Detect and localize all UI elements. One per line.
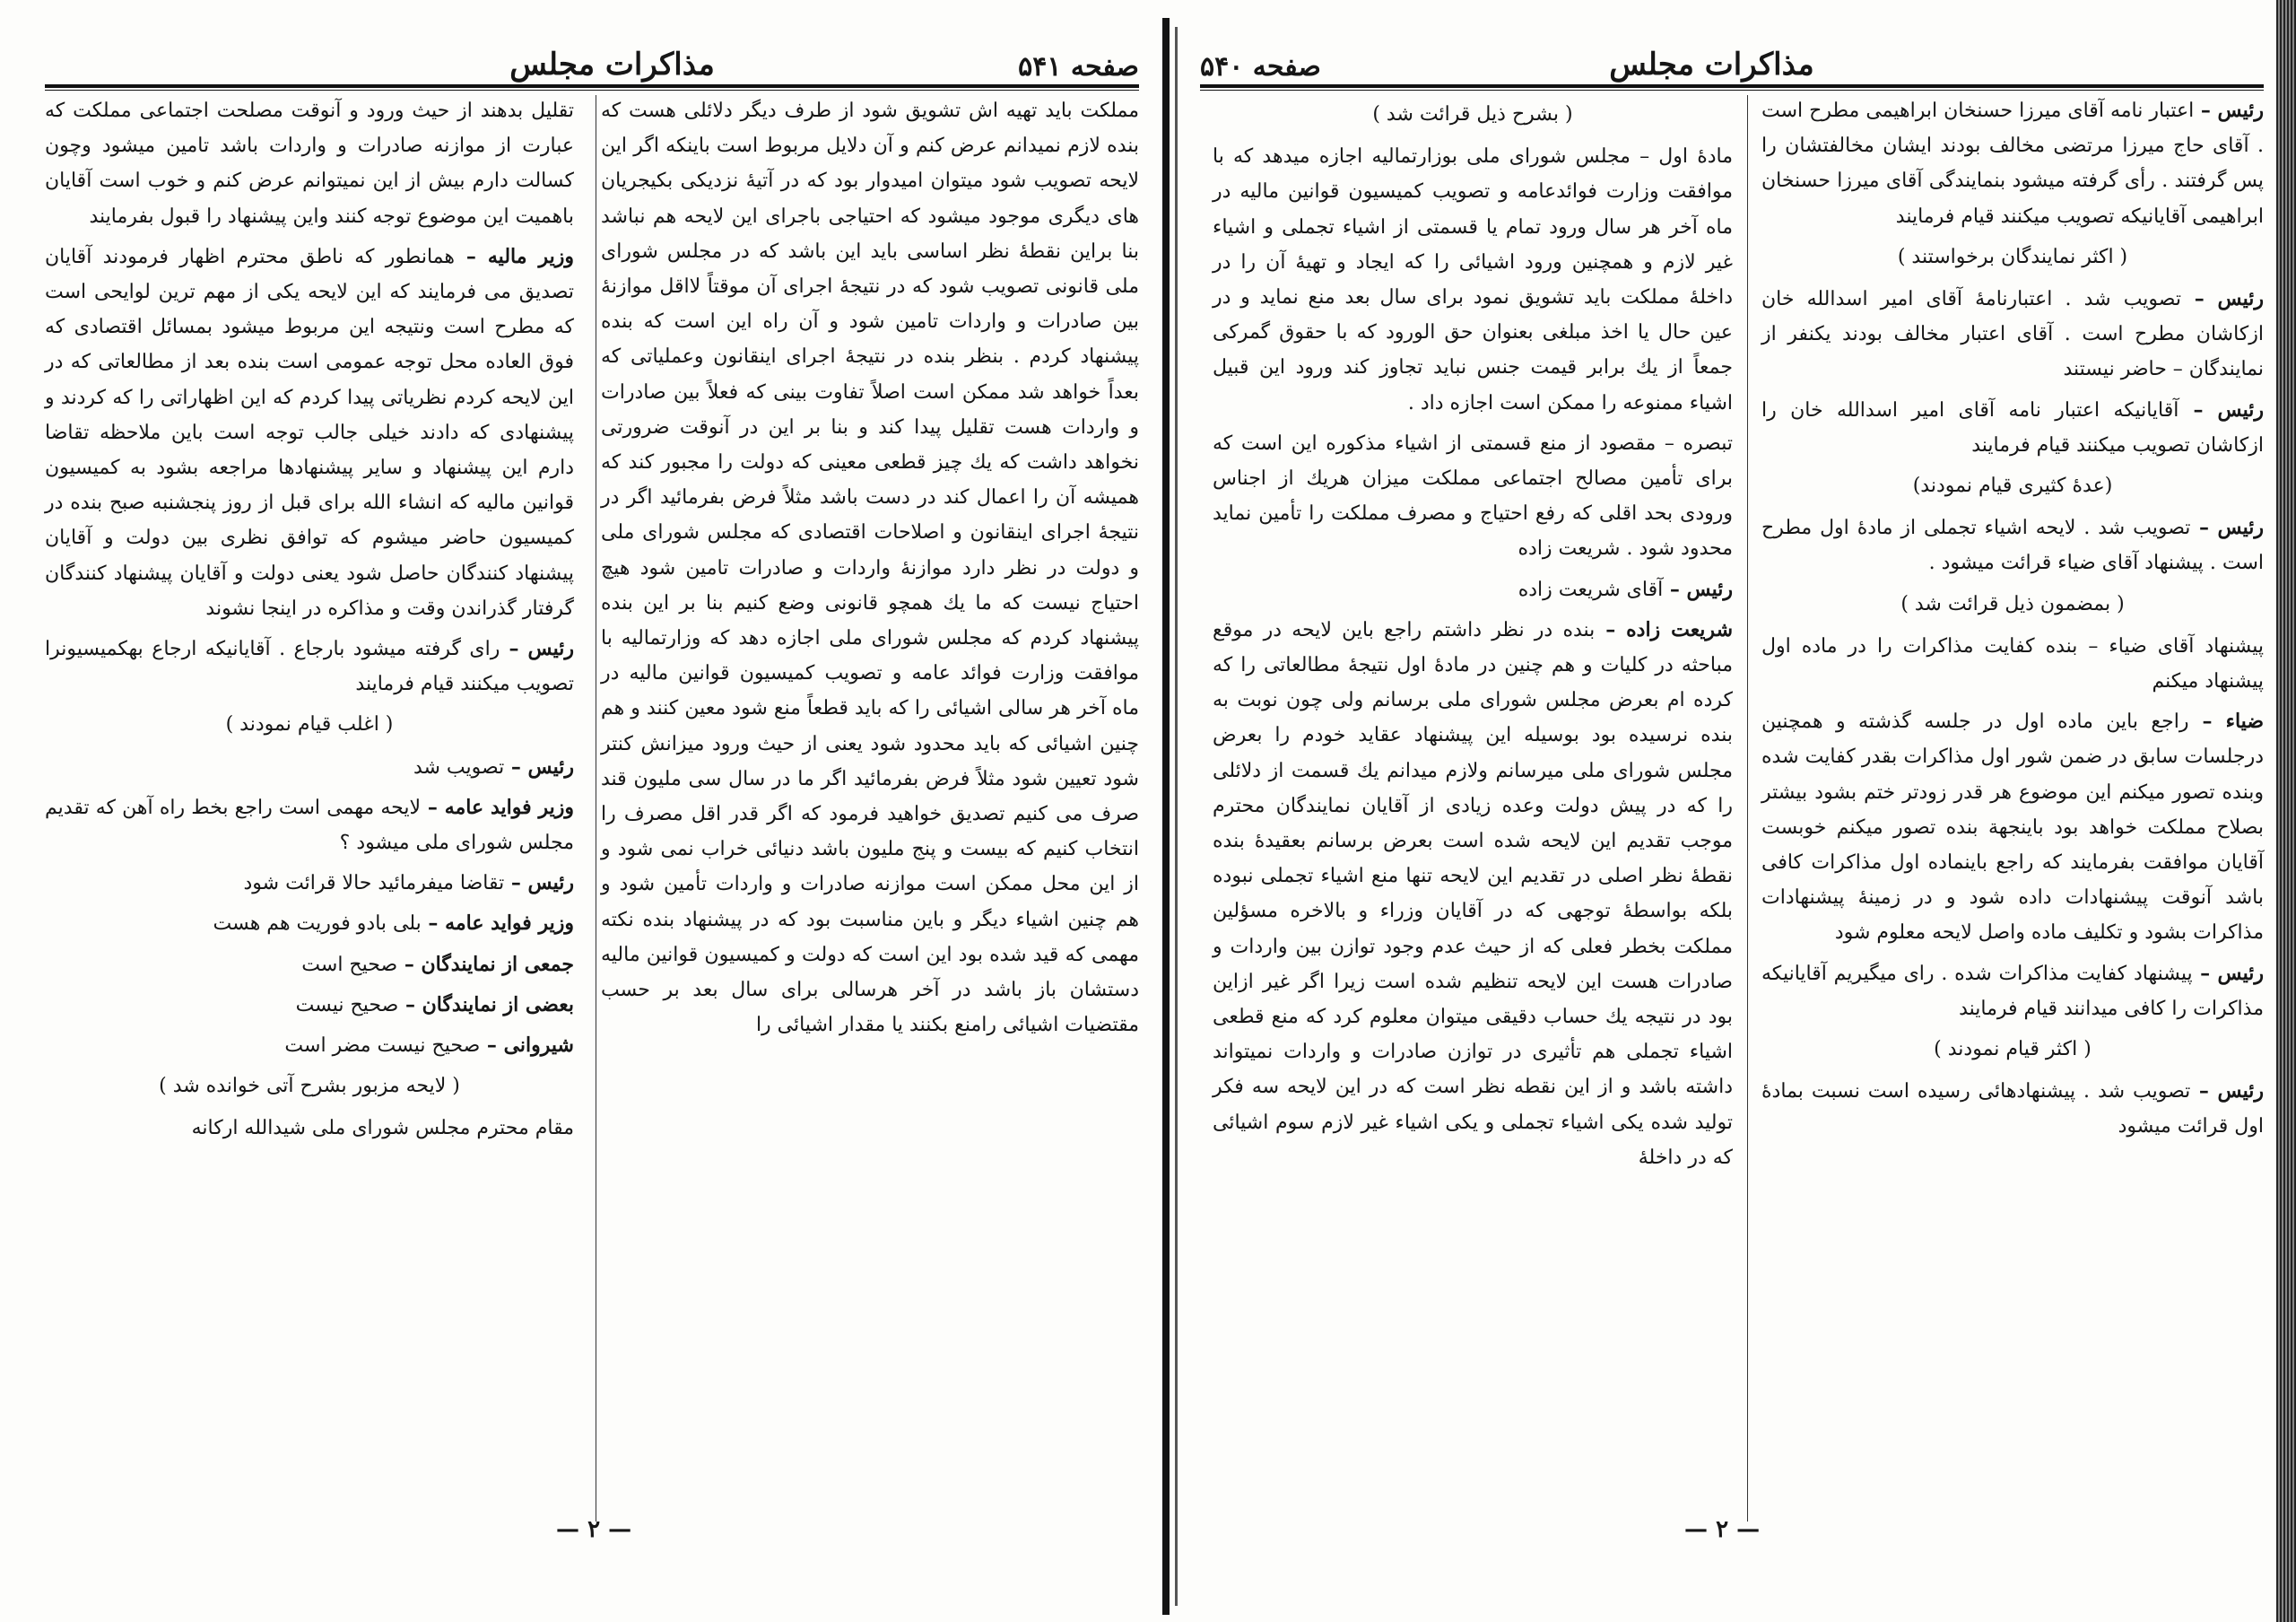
paragraph-text: همانطور که ناطق محترم اظهار فرمودند آقایان تصدیق می فرمایند که این لایحه یکی از مهم ترین لوایحی است که مطرح است ونتیجه این مربوط میشود بمسائل اقتصادی که فوق العاده محل توجه عمومی است بنده بعد از مطالعاتی که در این لایحه کردم نظریاتی پیدا کردم که این اظهاراتی را که کردند و پیشنهادی که دادند خیلی جالب توجه است باین ملاحظه تقاضا دارم این پیشنهاد و سایر پیشنهادها مراجعه بشود به کمیسیون قوانین مالیه که انشاء الله برای قبل از روز پنجشنبه صبح بنده در کمیسیون حاضر میشوم که توافق نظری بین دولت و آقایان پیشنهاد کنندگان حاصل شود یعنی دولت و آقایان پیشنهاد کنندگان گرفتار گذراندن وقت و مذاکره در اینجا نشوند	[45, 245, 574, 620]
speaker-name: رئیس –	[500, 637, 574, 661]
left-header-rule-thin	[45, 90, 1139, 91]
paragraph	[1761, 956, 2264, 1026]
speaker-name: بعضی از نمایندگان –	[398, 992, 574, 1016]
paragraph-text: صحیح نیست	[295, 993, 399, 1016]
paragraph	[1213, 613, 1733, 1175]
paragraph	[1213, 139, 1733, 421]
paragraph	[1761, 510, 2264, 580]
right-page-number: صفحه ۵۴۰	[1200, 51, 1321, 83]
paragraph-text: اعتبار نامه آقای میرزا حسنخان ابراهیمی مطرح است . آقای حاج میرزا مرتضی مخالف بودند ایشان مخالفتشان را پس گرفتند . رأی گرفته میشود بنمایندگی آقای میرزا حسنخان ابراهیمی آقایانیکه تصویب میکنند قیام فرمایند	[1761, 100, 2264, 228]
paragraph	[1761, 1074, 2264, 1144]
paragraph	[1213, 572, 1733, 607]
speaker-name: رئیس –	[2192, 961, 2264, 985]
paragraph	[45, 988, 574, 1023]
paragraph-text: تصویب شد . اعتبارنامهٔ آقای امیر اسدالله خان ازکاشان مطرح است . آقای اعتبار مخالف بودند یکنفر از نمایندگان – حاضر نیستند	[1761, 288, 2264, 381]
right-header-rule	[1200, 84, 2264, 88]
paragraph-text: آقای شریعت زاده	[1518, 578, 1664, 601]
paragraph	[601, 93, 1139, 1042]
paragraph-text: مقام محترم مجلس شورای ملی شیدالله ارکانه	[191, 1117, 574, 1140]
paragraph	[45, 93, 574, 234]
paragraph	[1761, 282, 2264, 388]
speaker-name: رئیس –	[2190, 1079, 2264, 1103]
speaker-name: رئیس –	[504, 871, 574, 895]
paragraph	[45, 1111, 574, 1146]
stage-direction: ( اکثر قیام نمودند )	[1934, 1038, 2092, 1061]
binding-gutter-shadow	[1175, 27, 1178, 1606]
paragraph-text: تقاضا میفرمائید حالا قرائت شود	[243, 872, 505, 895]
left-header-rule	[45, 84, 1139, 88]
stage-direction: ( بمضمون ذیل قرائت شد )	[1900, 592, 2125, 615]
right-page-column-right	[1761, 93, 2264, 1541]
stage-direction: ( بشرح ذیل قرائت شد )	[1372, 103, 1573, 126]
right-page-header	[1200, 32, 2264, 83]
paragraph-text: پیشنهاد کفایت مذاکرات شده . رای میگیریم آقایانیکه مذاکرات را کافی میدانند قیام فرمایند	[1761, 962, 2264, 1020]
paragraph-text: تصویب شد	[413, 755, 505, 779]
paragraph	[45, 240, 574, 626]
speaker-name: رئیس –	[2179, 397, 2264, 422]
left-page-title: مذاکرات مجلس	[509, 47, 715, 83]
right-page-column-left	[1213, 93, 1733, 1541]
right-page-folio: — ۲ —	[1684, 1516, 1761, 1543]
stage-direction: (عدهٔ کثیری قیام نمودند)	[1912, 475, 2113, 498]
paragraph-text: صحیح است	[301, 953, 398, 976]
paragraph-text: صحیح نیست مضر است	[284, 1034, 481, 1058]
speaker-name: رئیس –	[1663, 577, 1733, 601]
stage-direction: ( اغلب قیام نمودند )	[225, 713, 394, 737]
stage-direction: ( لایحه مزبور بشرح آتی خوانده شد )	[159, 1075, 460, 1098]
right-page-title: مذاکرات مجلس	[1609, 47, 1814, 83]
speaker-name: ضیاء –	[2188, 710, 2264, 734]
right-header-rule-thin	[1200, 90, 2264, 91]
paragraph-text: تصویب شد . پیشنهادهائی رسیده است نسبت بمادهٔ اول قرائت میشود	[1761, 1080, 2264, 1138]
left-page-column-right	[601, 93, 1139, 1541]
paragraph-text: بنده در نظر داشتم راجع باین لایحه در موقع مباحثه در کلیات و هم چنین در مادهٔ اول نتیجهٔ مطالعاتی را که کرده ام بعرض مجلس شورای ملی برسانم ولی چون نوبت به بنده نرسیده بود بوسیله این پیشنهاد عقاید خودم را بعرض مجلس شورای ملی میرسانم ولازم میدانم یك قسمت از دلائلی را که در پیش دولت وعده زیادی از آقایان نمایندگان محترم موجب تقدیم این لایحه شده است بعرض برسانم بعقیدهٔ بنده نقطهٔ نظر اصلی در تقدیم این لایحه تنها منع اشیاء تجملی نبوده بلکه بواسطهٔ توجهی که در آقایان وزراء و بالاخره مسؤلین مملکت بخطر فعلی که از حیث عدم وجود توازن بین واردات و صادرات هست این لایحه تنظیم شده است زیرا اگر غیر ازاین بود در نتیجه یك حساب دقیقی میتوان معلوم کرد که منع قطعی اشیاء تجملی هم تأثیری در توازن صادرات و واردات نمیتواند داشته باشد و از این نقطه نظر است که در این لایحه سه فکر تولید شده یکی اشیاء تجملی و یکی اشیاء غیر لازم سوم اشیائی که در داخلهٔ	[1213, 618, 1733, 1169]
paragraph-text: تبصره – مقصود از منع قسمتی از اشیاء مذکوره این است که برای تأمین مصالح اجتماعی مملکت میزان هریك از اجناس ورودی بحد اقلی که رفع احتیاج و مصرف مملکت را تأمین نماید محدود شود . شریعت زاده	[1213, 432, 1733, 561]
paragraph	[45, 866, 574, 901]
paragraph-text: بلی بادو فوریت هم هست	[213, 912, 422, 936]
speaker-name: رئیس –	[2181, 287, 2264, 311]
speaker-name: رئیس –	[2190, 516, 2264, 540]
paragraph	[1761, 629, 2264, 699]
paragraph	[45, 750, 574, 785]
speaker-name: شریعت زاده –	[1595, 617, 1733, 641]
speaker-name: رئیس –	[504, 754, 574, 779]
paragraph-text: رای گرفته میشود بارجاع . آقایانیکه ارجاع بهکمیسیونرا تصویب میکنند قیام فرمایند	[45, 638, 574, 696]
paragraph	[1761, 704, 2264, 950]
left-page-column-left	[45, 93, 574, 1541]
paragraph-text: تقلیل بدهند از حیث ورود و آنوقت مصلحت اجتماعی مملکت که عبارت از موازنه صادرات و واردات باشد تامین میشود وچون کسالت دارم بیش از این نمیتوانم عرض کنم و خوب است آقایان باهمیت این موضوع توجه کنند واین پیشنهاد را قبول بفرمایند	[45, 100, 574, 228]
left-page-number: صفحه ۵۴۱	[1018, 51, 1139, 83]
speaker-name: وزیر فواید عامه –	[421, 795, 574, 819]
paragraph-text: آقایانیکه اعتبار نامه آقای امیر اسدالله خان را ازکاشان تصویب میکنند قیام فرمایند	[1761, 398, 2264, 457]
right-column-separator	[1747, 95, 1748, 1522]
speaker-name: رئیس –	[2194, 99, 2264, 122]
paragraph	[1761, 393, 2264, 463]
paragraph	[45, 947, 574, 982]
paragraph	[45, 906, 574, 941]
speaker-name: وزیر فواید عامه –	[421, 911, 574, 936]
paragraph-text: مملکت باید تهیه اش تشویق شود از طرف دیگر دلائلی هست که بنده لازم نمیدانم عرض کنم و آن دلایل مربوط است باینکه اگر این لایحه تصویب شود میتوان امیدوار بود که در آتیهٔ نزدیکی بکیجریان های دیگری موجود میشود که احتیاجی باجرای این لایحه هم نباشد بنا براین نقطهٔ نظر اساسی باید این باشد که در مجلس شورای ملی قانونی تصویب شود که در نتیجهٔ اجرای آن موقتاً لااقل موازنهٔ بین صادرات و واردات تامین شود و آن راه این است که بنده پیشنهاد کردم . بنظر بنده در نتیجهٔ اجرای اینقانون وعملیاتی که بعداً خواهد شد ممکن است اصلاً تفاوت بینی که فعلاً بین صادرات و واردات هست تقلیل پیدا کند و بنا بر این در آنوقت ضرورتی نخواهد داشت که یك چیز قطعی معینی که دولت را مجبور کند که همیشه آن را اعمال کند در دست باشد مثلاً فرض بفرمائید اگر در نتیجهٔ اجرای اینقانون و اصلاحات اقتصادی که مجلس شورای ملی و دولت در نظر دارد موازنهٔ واردات و صادرات تامین شود هیچ احتیاج نیست که ما یك همچو قانونی وضع کنیم بنا بر این بنده پیشنهاد کردم که مجلس شورای ملی اجازه دهد که وزارتمالیه با موافقت وزارت فوائد عامه و تصویب کمیسیون قوانین مالیه در ماه آخر هر سالی اشیائی را که باید قطعاً منع شود معین کنند و هم چنین اشیائی که باید محدود شود یعنی از حیث ورود میزانش کنتر شود تعیین شود مثلاً فرض بفرمائید اگر ما در سال سی ملیون قند صرف می کنیم تصدیق خواهید فرمود که اگر قدر اقل مصرف را انتخاب کنیم که بیست و پنج ملیون باشد دنیائی خراب نمی شود و از این محل ممکن است موازنه صادرات و واردات تأمین شود و هم چنین اشیاء دیگر و باین مناسبت بود که در پیشنهاد بنده نکته مهمی که قید شده بود این است که دولت و کمیسیون قوانین مالیه دستشان باز باشد در آخر هرسالی برای سال بعد بر حسب مقتضیات اشیائی رامنع بکنند یا مقدار اشیائی را	[601, 100, 1139, 1037]
speaker-name: جمعی از نمایندگان –	[397, 952, 574, 976]
paragraph	[45, 1028, 574, 1063]
paragraph-text: مادهٔ اول – مجلس شورای ملی بوزارتمالیه اجازه میدهد که با موافقت وزارت فوائدعامه و تصویب کمیسیون قوانین مالیه در ماه آخر هر سال ورود تمام یا قسمتی از اشیاء تجملی و اشیاء غیر لازم و همچنین ورود اشیائی را که ایجاد و تهیهٔ آن را در داخلهٔ مملکت باید تشویق نمود برای سال بعد منع نماید و در عین حال یا اخذ مبلغی بعنوان حق الورود که با حقوق گمرکی جمعاً از یك برابر قیمت جنس نباید تجاوز کند ورود این قبیل اشیاء ممنوعه را ممکن است اجازه داد .	[1213, 145, 1733, 414]
paragraph-text: راجع باین ماده اول در جلسه گذشته و همچنین درجلسات سابق در ضمن شور اول مذاکرات بقدر کفایت شده وبنده تصور میکنم این موضوع هر قدر زودتر ختم بشود بیشتر بصلاح مملکت خواهد بود باینجهة بنده تصور میکنم خوبست آقایان موافقت بفرمایند که راجع باینماده اول مذاکرات کافی باشد آنوقت پیشنهادات داده شود و در زمینهٔ پیشنهادات مذاکرات بشود و تکلیف ماده واصل لایحه معلوم شود	[1761, 711, 2264, 945]
paragraph	[45, 632, 574, 702]
paragraph-text: لایحه مهمی است راجع بخط راه آهن که تقدیم مجلس شورای ملی میشود ؟	[45, 796, 574, 855]
paragraph	[45, 790, 574, 860]
stage-direction: ( اکثر نمایندگان برخواستند )	[1897, 245, 2128, 268]
paragraph	[1213, 426, 1733, 567]
paragraph-text: تصویب شد . لایحه اشیاء تجملی از مادهٔ اول مطرح است . پیشنهاد آقای ضیاء قرائت میشود .	[1761, 517, 2264, 575]
right-page	[1182, 0, 2296, 1622]
speaker-name: شیروانی –	[480, 1033, 574, 1058]
paragraph	[1761, 93, 2264, 234]
left-page-header	[45, 32, 1139, 83]
speaker-name: وزیر مالیه –	[454, 244, 574, 268]
paragraph-text: پیشنهاد آقای ضیاء – بنده کفایت مذاکرات را در ماده اول پیشنهاد میکنم	[1761, 634, 2264, 693]
left-page-folio: — ۲ —	[556, 1516, 632, 1543]
